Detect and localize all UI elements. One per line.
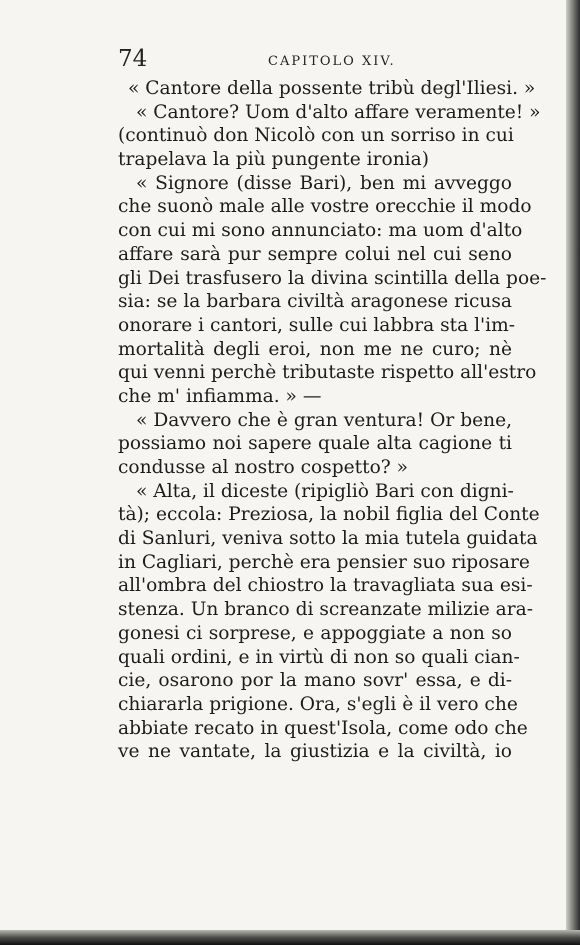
text-line: chiararla prigione. Ora, s'egli è il vero che xyxy=(118,693,518,715)
text-line: possiamo noi sapere quale alta cagione ti xyxy=(118,433,512,455)
text-line: trapelava la più pungente ironia) xyxy=(118,149,429,171)
text-line: con cui mi sono annunciato: ma uom d'alto xyxy=(118,220,523,242)
text-line: condusse al nostro cospetto? » xyxy=(118,457,409,478)
text-line: stenza. Un branco di screanzate milizie ara- xyxy=(118,599,534,621)
page-edge-shadow xyxy=(566,0,580,945)
text-line: mortalità degli eroi, non me ne curo; nè xyxy=(118,338,512,360)
text-line: gli Dei trasfusero la divina scintilla della poe- xyxy=(118,267,547,289)
page-header xyxy=(118,46,518,74)
text-line: « Cantore della possente tribù degl'Iliesi. » xyxy=(128,78,536,99)
page-number: 74 xyxy=(118,46,148,72)
text-line: « Signore (disse Bari), ben mi avveggo xyxy=(136,172,512,194)
text-line: qui venni perchè tributaste rispetto all'estro xyxy=(118,362,537,384)
running-head: CAPITOLO XIV. xyxy=(268,54,396,69)
text-line: « Alta, il diceste (ripigliò Bari con digni- xyxy=(136,480,514,502)
text-line: abbiate recato in quest'Isola, come odo che xyxy=(118,717,528,739)
text-line: tà); eccola: Preziosa, la nobil figlia del Conte xyxy=(118,504,540,526)
text-line: « Cantore? Uom d'alto affare veramente! » xyxy=(136,101,541,123)
text-line: cie, osarono por la mano sovr' essa, e di- xyxy=(118,670,512,692)
text-line: di Sanluri, veniva sotto la mia tutela guidata xyxy=(118,528,538,550)
text-line: « Davvero che è gran ventura! Or bene, xyxy=(136,409,512,431)
text-line: onorare i cantori, sulle cui labbra sta l'im- xyxy=(118,314,516,336)
page-bottom-shadow xyxy=(0,930,580,945)
text-line: che suonò male alle vostre orecchie il modo xyxy=(118,196,532,218)
text-line: quali ordini, e in virtù di non so quali cian- xyxy=(118,646,520,668)
body-text xyxy=(118,77,547,764)
text-line: affare sarà pur sempre colui nel cui seno xyxy=(118,243,512,265)
text-line: che m' infiamma. » — xyxy=(118,385,322,407)
text-line: gonesi ci sorprese, e appoggiate a non so xyxy=(118,622,512,644)
text-line: in Cagliari, perchè era pensier suo riposare xyxy=(118,551,530,573)
text-line: all'ombra del chiostro la travagliata sua esi- xyxy=(118,575,533,597)
text-line: (continuò don Nicolò con un sorriso in cui xyxy=(118,125,514,147)
text-line: sia: se la barbara civiltà aragonese ricusa xyxy=(118,291,512,313)
text-line: ve ne vantate, la giustizia e la civiltà, io xyxy=(118,741,512,763)
